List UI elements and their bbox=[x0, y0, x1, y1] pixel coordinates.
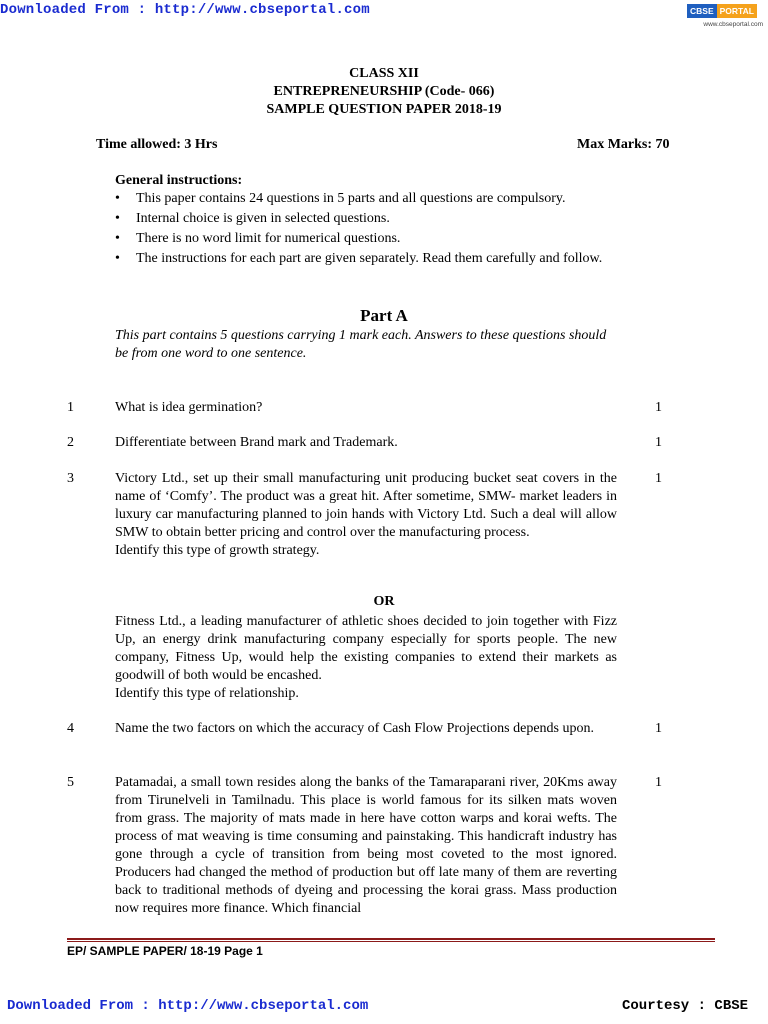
class-title: CLASS XII bbox=[349, 66, 419, 81]
question-number: 4 bbox=[67, 721, 74, 736]
question-marks: 1 bbox=[655, 400, 662, 415]
question-marks: 1 bbox=[655, 471, 662, 486]
subject-title: ENTREPRENEURSHIP (Code- 066) bbox=[273, 84, 495, 99]
part-a-title: Part A bbox=[360, 306, 408, 325]
paper-title: SAMPLE QUESTION PAPER 2018-19 bbox=[266, 102, 502, 117]
question-paragraph: Fitness Ltd., a leading manufacturer of athletic shoes decided to join together with Fizz Up, an energy drink manufacturing company especially for sports people. The new company, Fitness Up, would help the existing companies to extend their markets as goodwill of both would be encashed. bbox=[115, 614, 617, 683]
instruction-item: • Internal choice is given in selected questions. bbox=[115, 210, 620, 228]
question-text: Differentiate between Brand mark and Trademark. bbox=[115, 435, 398, 450]
question-marks: 1 bbox=[655, 721, 662, 736]
question-number: 2 bbox=[67, 435, 74, 450]
question-text bbox=[115, 470, 617, 560]
or-separator: OR bbox=[373, 594, 395, 609]
question-alternative bbox=[115, 613, 617, 703]
question-text: What is idea germination? bbox=[115, 400, 263, 415]
logo-cbse-text: CBSE bbox=[687, 4, 717, 18]
cbse-portal-logo bbox=[687, 4, 763, 28]
footer-divider-thin bbox=[67, 941, 715, 942]
logo-portal-text: PORTAL bbox=[717, 4, 757, 18]
question-paragraph: Victory Ltd., set up their small manufacturing unit producing bucket seat covers in the name of ‘Comfy’. The product was a great hit. After sometime, SMW- market leaders in luxury car manufacturing planned to join hands with Victory Ltd. Such a deal will allow SMW to obtain better pricing and control over the manufacturing process. bbox=[115, 471, 617, 540]
question-marks: 1 bbox=[655, 435, 662, 450]
instructions-list bbox=[115, 190, 620, 268]
max-marks: Max Marks: 70 bbox=[577, 137, 670, 152]
question-text: Patamadai, a small town resides along the banks of the Tamaraparani river, 20Kms away from Tirunelveli in Tamilnadu. This place is world famous for its silken mats woven from grass. The majority of mats made in here have cotton warps and korai wefts. The process of mat weaving is time consuming and painstaking. This handicraft industry has gone through a cycle of transition from being most coveted to the most ignored. Producers had changed the method of production but off late many of them are reverting back to traditional methods of dyeing and processing the korai grass. Mass production now requires more finance. Which financial bbox=[115, 775, 617, 916]
question-marks: 1 bbox=[655, 775, 662, 790]
question-number: 1 bbox=[67, 400, 74, 415]
bottom-download-link[interactable]: Downloaded From : http://www.cbseportal.com bbox=[7, 998, 369, 1014]
question-text: Name the two factors on which the accuracy of Cash Flow Projections depends upon. bbox=[115, 721, 594, 736]
time-allowed: Time allowed: 3 Hrs bbox=[96, 137, 218, 152]
part-a-intro: This part contains 5 questions carrying 1 mark each. Answers to these questions should be from one word to one sentence. bbox=[115, 328, 607, 361]
question-prompt: Identify this type of relationship. bbox=[115, 686, 299, 701]
instructions-title: General instructions: bbox=[115, 173, 243, 188]
courtesy-text: Courtesy : CBSE bbox=[622, 998, 749, 1014]
general-instructions bbox=[115, 172, 620, 270]
question-number: 3 bbox=[67, 471, 74, 486]
question-number: 5 bbox=[67, 775, 74, 790]
logo-url: www.cbseportal.com bbox=[703, 21, 763, 28]
instruction-item: • There is no word limit for numerical questions. bbox=[115, 230, 620, 248]
instruction-item: • The instructions for each part are given separately. Read them carefully and follow. bbox=[115, 250, 620, 268]
top-download-link[interactable]: Downloaded From : http://www.cbseportal.com bbox=[0, 2, 370, 18]
question-prompt: Identify this type of growth strategy. bbox=[115, 543, 320, 558]
footer-divider bbox=[67, 938, 715, 940]
page-footer: EP/ SAMPLE PAPER/ 18-19 Page 1 bbox=[67, 944, 263, 958]
instruction-item: • This paper contains 24 questions in 5 parts and all questions are compulsory. bbox=[115, 190, 620, 208]
